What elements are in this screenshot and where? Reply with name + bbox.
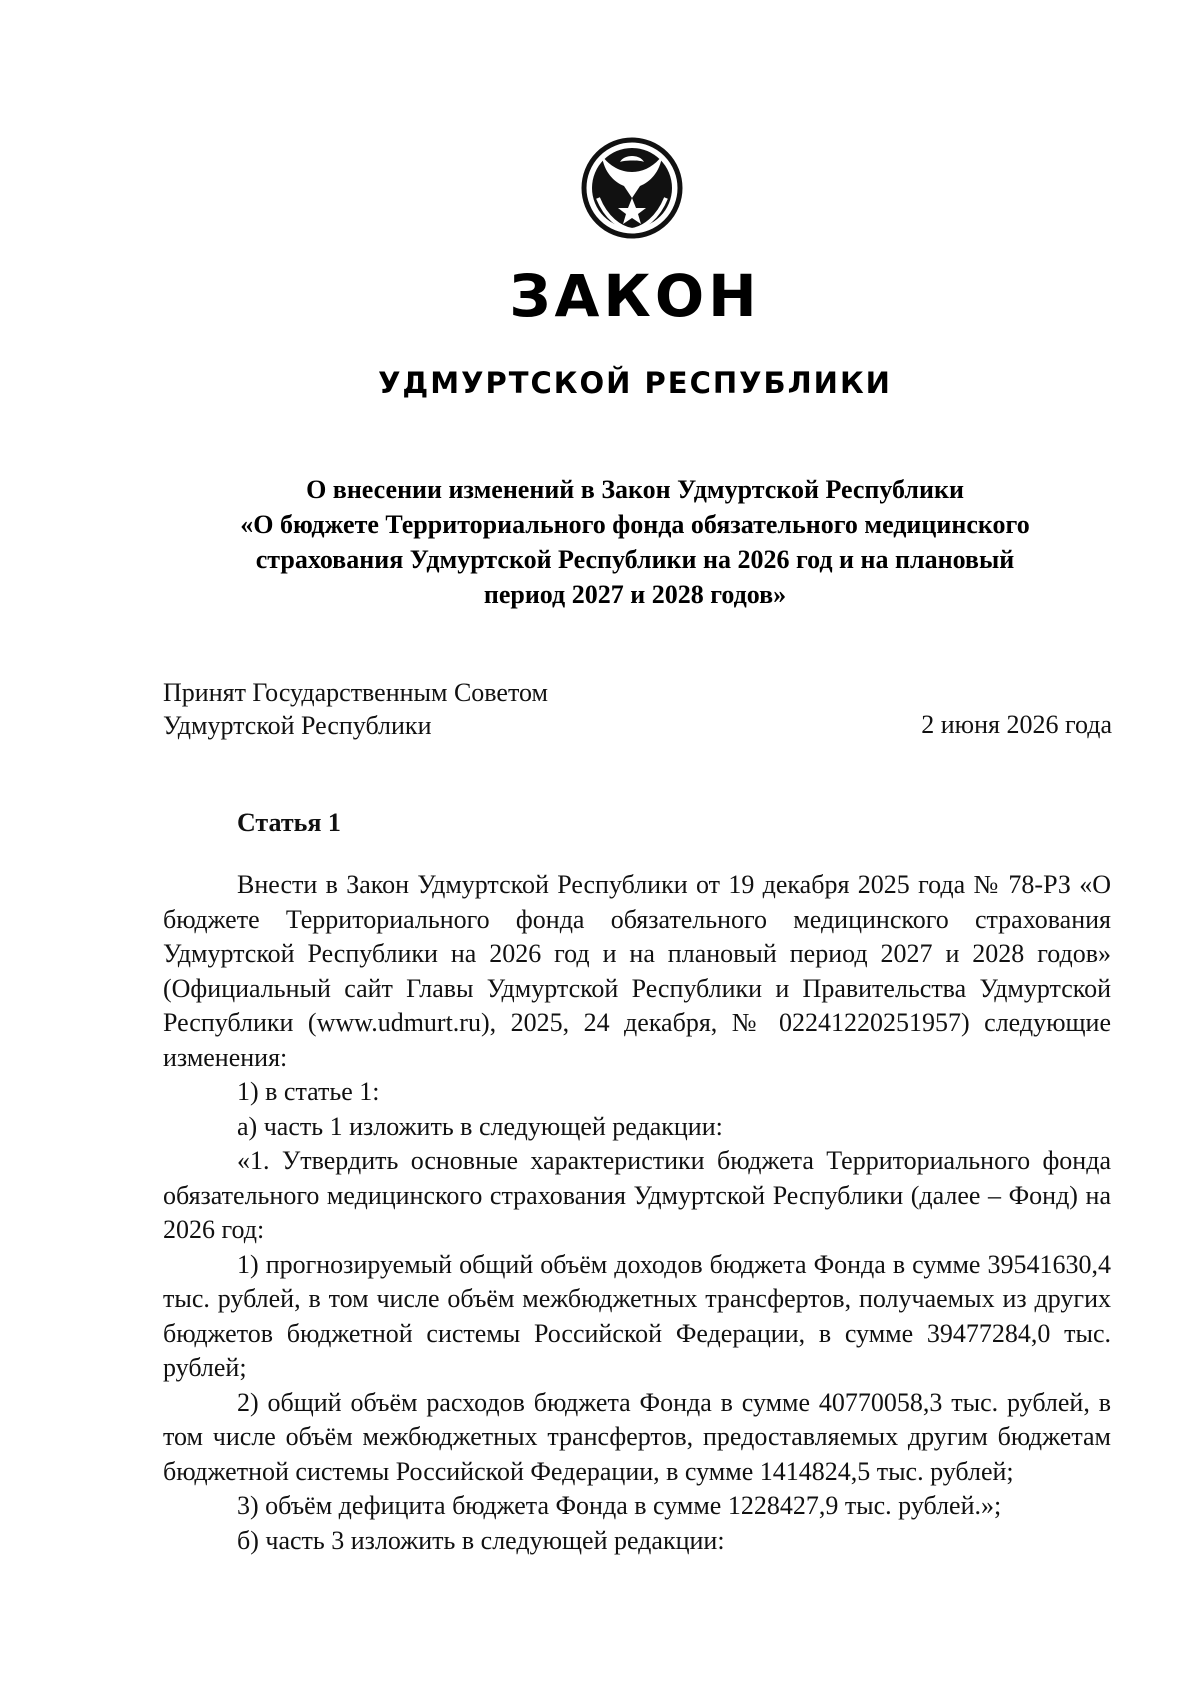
article-paragraph: 1) прогнозируемый общий объём доходов бюджета Фонда в сумме 39541630,4 тыс. рублей, в том числе объём межбюджетных трансфертов, получаемых из других бюджетов бюджетной системы Российской Федерации, в сумме 39477284,0 тыс. рублей; — [163, 1249, 1111, 1382]
adoption-line: Удмуртской Республики — [163, 711, 432, 740]
adoption-date: 2 июня 2026 года — [921, 710, 1112, 739]
article-paragraph: «1. Утвердить основные характеристики бюджета Территориального фонда обязательного медицинского страхования Удмуртской Республики (далее – Фонд) на 2026 год: — [163, 1146, 1111, 1244]
adoption-line: Принят Государственным Советом — [163, 678, 548, 707]
adoption-statement — [163, 676, 613, 742]
law-name-line: период 2027 и 2028 годов» — [483, 580, 787, 609]
document-subtitle: УДМУРТСКОЙ РЕСПУБЛИКИ — [378, 366, 892, 400]
article-paragraph: Внести в Закон Удмуртской Республики от 19 декабря 2025 года № 78-РЗ «О бюджете Территориального фонда обязательного медицинского страхования Удмуртской Республики на 2026 год и на плановый период 2027 и 2028 годов» (Официальный сайт Главы Удмуртской Республики и Правительства Удмуртской Республики (www.udmurt.ru), 2025, 24 декабря, № 02241220251957) следующие изменения: — [163, 870, 1111, 1072]
article-body — [163, 868, 1111, 1558]
document-title: ЗАКОН — [509, 262, 761, 330]
article-paragraph: а) часть 1 изложить в следующей редакции: — [237, 1111, 723, 1141]
law-name — [200, 472, 1070, 612]
law-name-line: страхования Удмуртской Республики на 2026 год и на плановый — [255, 545, 1015, 574]
article-paragraph: б) часть 3 изложить в следующей редакции: — [237, 1525, 725, 1555]
article-paragraph: 3) объём дефицита бюджета Фонда в сумме 1228427,9 тыс. рублей.»; — [237, 1491, 1002, 1520]
udmurt-republic-emblem-icon — [580, 128, 684, 248]
article-heading: Статья 1 — [237, 808, 341, 837]
article-paragraph: 1) в статье 1: — [237, 1077, 380, 1106]
law-name-line: О внесении изменений в Закон Удмуртской Республики — [306, 475, 964, 504]
law-name-line: «О бюджете Территориального фонда обязательного медицинского — [240, 510, 1030, 539]
article-paragraph: 2) общий объём расходов бюджета Фонда в сумме 40770058,3 тыс. рублей, в том числе объём межбюджетных трансфертов, предоставляемых другим бюджетам бюджетной системы Российской Федерации, в сумме 1414824,5 тыс. рублей; — [163, 1387, 1111, 1486]
